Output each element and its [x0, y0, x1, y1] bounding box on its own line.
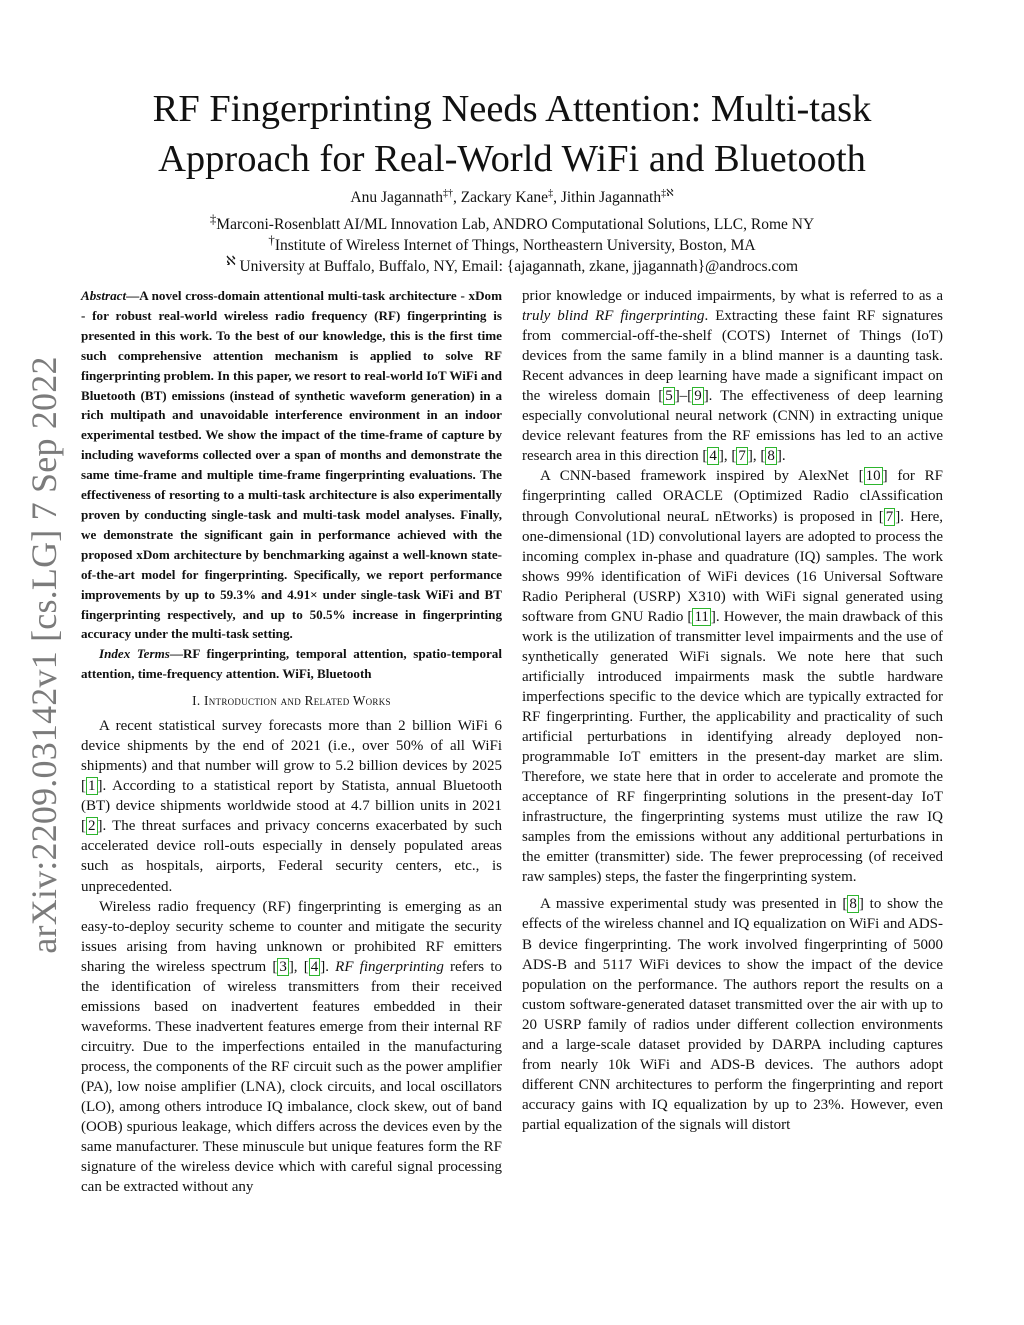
text-run: ], [	[718, 448, 737, 465]
text-run: ].	[320, 958, 336, 975]
text-run: ], [	[288, 958, 309, 975]
affiliation-line	[80, 250, 944, 277]
author-name: Anu Jagannath	[350, 189, 443, 206]
index-terms	[81, 644, 502, 684]
citation-link[interactable]: 9	[694, 388, 702, 405]
abstract-text: —A novel cross-domain attentional multi-task architecture - xDom - for robust real-world wireless radio frequency (RF) fingerprinting is presented in this work. To the best of our knowledge, this is the first time such comprehensive attention mechanism is applied to solve RF fingerprinting problem. In this paper, we resort to real-world IoT WiFi and Bluetooth (BT) emissions (instead of synthetic waveform generation) in a rich multipath and unavoidable interference environment in an indoor experimental testbed. We show the impact of the time-frame of capture by including waveforms collected over a span of months and demonstrate the same time-frame and multiple time-frame fingerprinting evaluations. The effectiveness of resorting to a multi-task architecture is also experimentally proven by conducting single-task and multi-task model analyses. Finally, we demonstrate the significant gain in performance achieved with the proposed xDom architecture by benchmarking against a well-known state-of-the-art model for fingerprinting. Specifically, we report performance improvements by up to 59.3% and 4.91× under single-task WiFi and BT fingerprinting respectively, and up to 50.5% increase in fingerprinting accuracy under the multi-task setting.	[81, 288, 502, 642]
citation-link[interactable]: 8	[767, 448, 775, 465]
author-line: Anu Jagannath‡†, Zackary Kane‡, Jithin Jagannath$^{\ddagger ℵ}$	[350, 187, 674, 206]
abstract-label: Abstract	[81, 288, 127, 303]
citation-link[interactable]: 4	[709, 448, 717, 465]
paper-title: RF Fingerprinting Needs Attention: Multi-task Approach for Real-World WiFi and Bluetooth	[152, 88, 872, 180]
right-column	[522, 286, 943, 1135]
citation-link[interactable]: 5	[665, 388, 673, 405]
citation-link[interactable]: 2	[88, 818, 96, 835]
citation-link[interactable]: 3	[279, 958, 287, 975]
text-run: ]. According to a statistical report by Statista, annual Bluetooth (BT) device shipments worldwide stood at 4.7 billion units in 2021 [	[81, 778, 502, 835]
text-run: ]. Here, one-dimensional (1D) convolutional layers are adopted to process the incoming complex in-phase and quadrature (IQ) samples. The work shows 99% identification of WiFi devices (16 Universal Software Radio Peripheral (USRP) X310) with WiFi signal generated using software from GNU Radio [	[522, 508, 944, 625]
affiliation-mark: ‡	[209, 211, 217, 226]
citation-link[interactable]: 7	[885, 508, 894, 525]
author-mark: ‡†	[442, 187, 453, 199]
arxiv-identifier: arXiv:2209.03142v1 [cs.LG] 7 Sep 2022	[24, 356, 64, 954]
citation-link[interactable]: 8	[849, 896, 857, 913]
text-run: A massive experimental study was presented in [	[540, 896, 848, 913]
emphasis-term: truly blind RF fingerprinting	[522, 308, 705, 325]
text-run: ]. The threat surfaces and privacy concerns exacerbated by such accelerated device roll-outs especially in densely populated areas such as hospitals, airports, Federal security centers, etc., is unprecedented.	[81, 818, 502, 895]
text-run: Wireless radio frequency (RF) fingerprinting is emerging as an easy-to-deploy security scheme to counter and mitigate the security issues arising from having unknown or prohibited RF emitters sharing the wireless spectrum [	[81, 898, 502, 975]
text-run: A CNN-based framework inspired by AlexNet [	[540, 468, 864, 485]
author-name: Jithin Jagannath	[560, 189, 662, 206]
citation-link[interactable]: 11	[694, 608, 709, 625]
citation-link[interactable]: 7	[738, 448, 746, 465]
text-run: A recent statistical survey forecasts more than 2 billion WiFi 6 device shipments by the end of 2021 (i.e., over 50% of all WiFi shipments) and that number will grow to 5.2 billion devices by 2025 [	[81, 718, 502, 795]
abstract	[81, 286, 502, 644]
text-run: ].	[776, 448, 786, 465]
index-terms-label: Index Terms	[99, 646, 170, 662]
citation-link[interactable]: 10	[865, 468, 881, 485]
text-run: ] for RF fingerprinting called ORACLE (Optimized Radio clAssification through Convolutional neuraL nEtworks) is proposed in [	[522, 468, 943, 525]
paragraph	[522, 894, 943, 1135]
affiliation-mark: †	[268, 232, 275, 247]
text-run: ]–[	[674, 388, 693, 405]
text-run: ]. The effectiveness of deep learning especially convolutional neural network (CNN) in extracting unique device relevant features from the RF emissions has led to an active research area in this direction [	[522, 388, 943, 465]
citation-link[interactable]: 4	[310, 958, 319, 975]
citation-link[interactable]: 1	[88, 778, 96, 795]
text-run: ], [	[747, 448, 766, 465]
text-run: refers to the identification of wireless transmitters from their received emissions based on inadvertent features embedded in their waveforms. These inadvertent features emerge from their internal RF circuitry. Due to the imperfections entailed in the manufacturing process, the components of the RF circuit such as the power amplifier (PA), low noise amplifier (LNA), clock circuits, and local oscillators (LO), among others introduce IQ imbalance, clock skew, out of band (OOB) spurious leakage, which differs across the devices even by the same manufacturer. These minuscule but unique features form the RF signature of the wireless device which with careful signal processing can be extracted without any	[81, 958, 502, 1196]
affiliation-mark: ℵ	[225, 253, 236, 268]
section-heading: I. Introduction and Related Works	[192, 693, 391, 709]
affiliation-text: Marconi-Rosenblatt AI/ML Innovation Lab, ANDRO Computational Solutions, LLC, Rome NY	[216, 216, 815, 234]
paragraph	[81, 716, 502, 896]
left-column	[81, 286, 502, 1197]
text-run: ] to show the effects of the wireless channel and IQ equalization on WiFi and ADS-B device fingerprinting. The work involved fingerprinting of 5000 ADS-B and 5117 WiFi devices to show the impact of the device population on the performance. The authors report the results on a custom software-generated dataset transmitted over the air with up to 20 USRP family of radios under different collection environments and a large-scale dataset provided by DARPA including captures from nearly 10k WiFi and ADS-B devices. The authors adopt different CNN architectures to perform the fingerprinting and report accuracy gains with IQ equalization by up to 23%. However, even partial equalization of the signals will distort	[522, 896, 943, 1133]
affiliation-text: University at Buffalo, Buffalo, NY, Email: {ajagannath, zkane, jjagannath}@androcs.com	[235, 258, 799, 276]
index-terms-text: —RF fingerprinting, temporal attention, spatio-temporal attention, time-frequency attention. WiFi, Bluetooth	[81, 646, 502, 682]
author-name: Zackary Kane	[460, 189, 549, 206]
affiliation-text: Institute of Wireless Internet of Things, Northeastern University, Boston, MA	[274, 237, 756, 255]
paragraph	[522, 286, 943, 466]
author-mark: ‡ℵ	[661, 187, 674, 199]
author-mark: ‡	[548, 187, 554, 199]
paragraph	[522, 466, 943, 887]
text-run: . Extracting these faint RF signatures from commercial-off-the-shelf (COTS) Internet of Things (IoT) devices from the same family in a blind manner is a daunting task. Recent advances in deep learning have made a significant impact on the wireless domain [	[522, 308, 943, 405]
text-run: ]. However, the main drawback of this work is the utilization of transmitter level impairments and the use of synthetically generated WiFi signals. We note here that such artificially introduced impairments mask the subtle hardware imperfections specific to the device which are typically extracted for RF fingerprinting. Further, the applicability and practicality of such artificial perturbations in identifying already deployed non-programmable IoT emitters in the present-day market are slim. Therefore, we state here that in order to accelerate and promote the acceptance of RF fingerprinting solutions in the present-day IoT infrastructure, the fingerprinting systems must utilize the raw IQ samples from the emissions without any additional perturbations in the emitter (transmitter) side. The fewer preprocessing (of received raw samples) steps, the faster the fingerprinting system.	[522, 608, 944, 886]
text-run: prior knowledge or induced impairments, by what is referred to as a	[522, 288, 943, 304]
paragraph	[81, 897, 502, 1198]
emphasis-term: RF fingerprinting	[335, 958, 444, 975]
